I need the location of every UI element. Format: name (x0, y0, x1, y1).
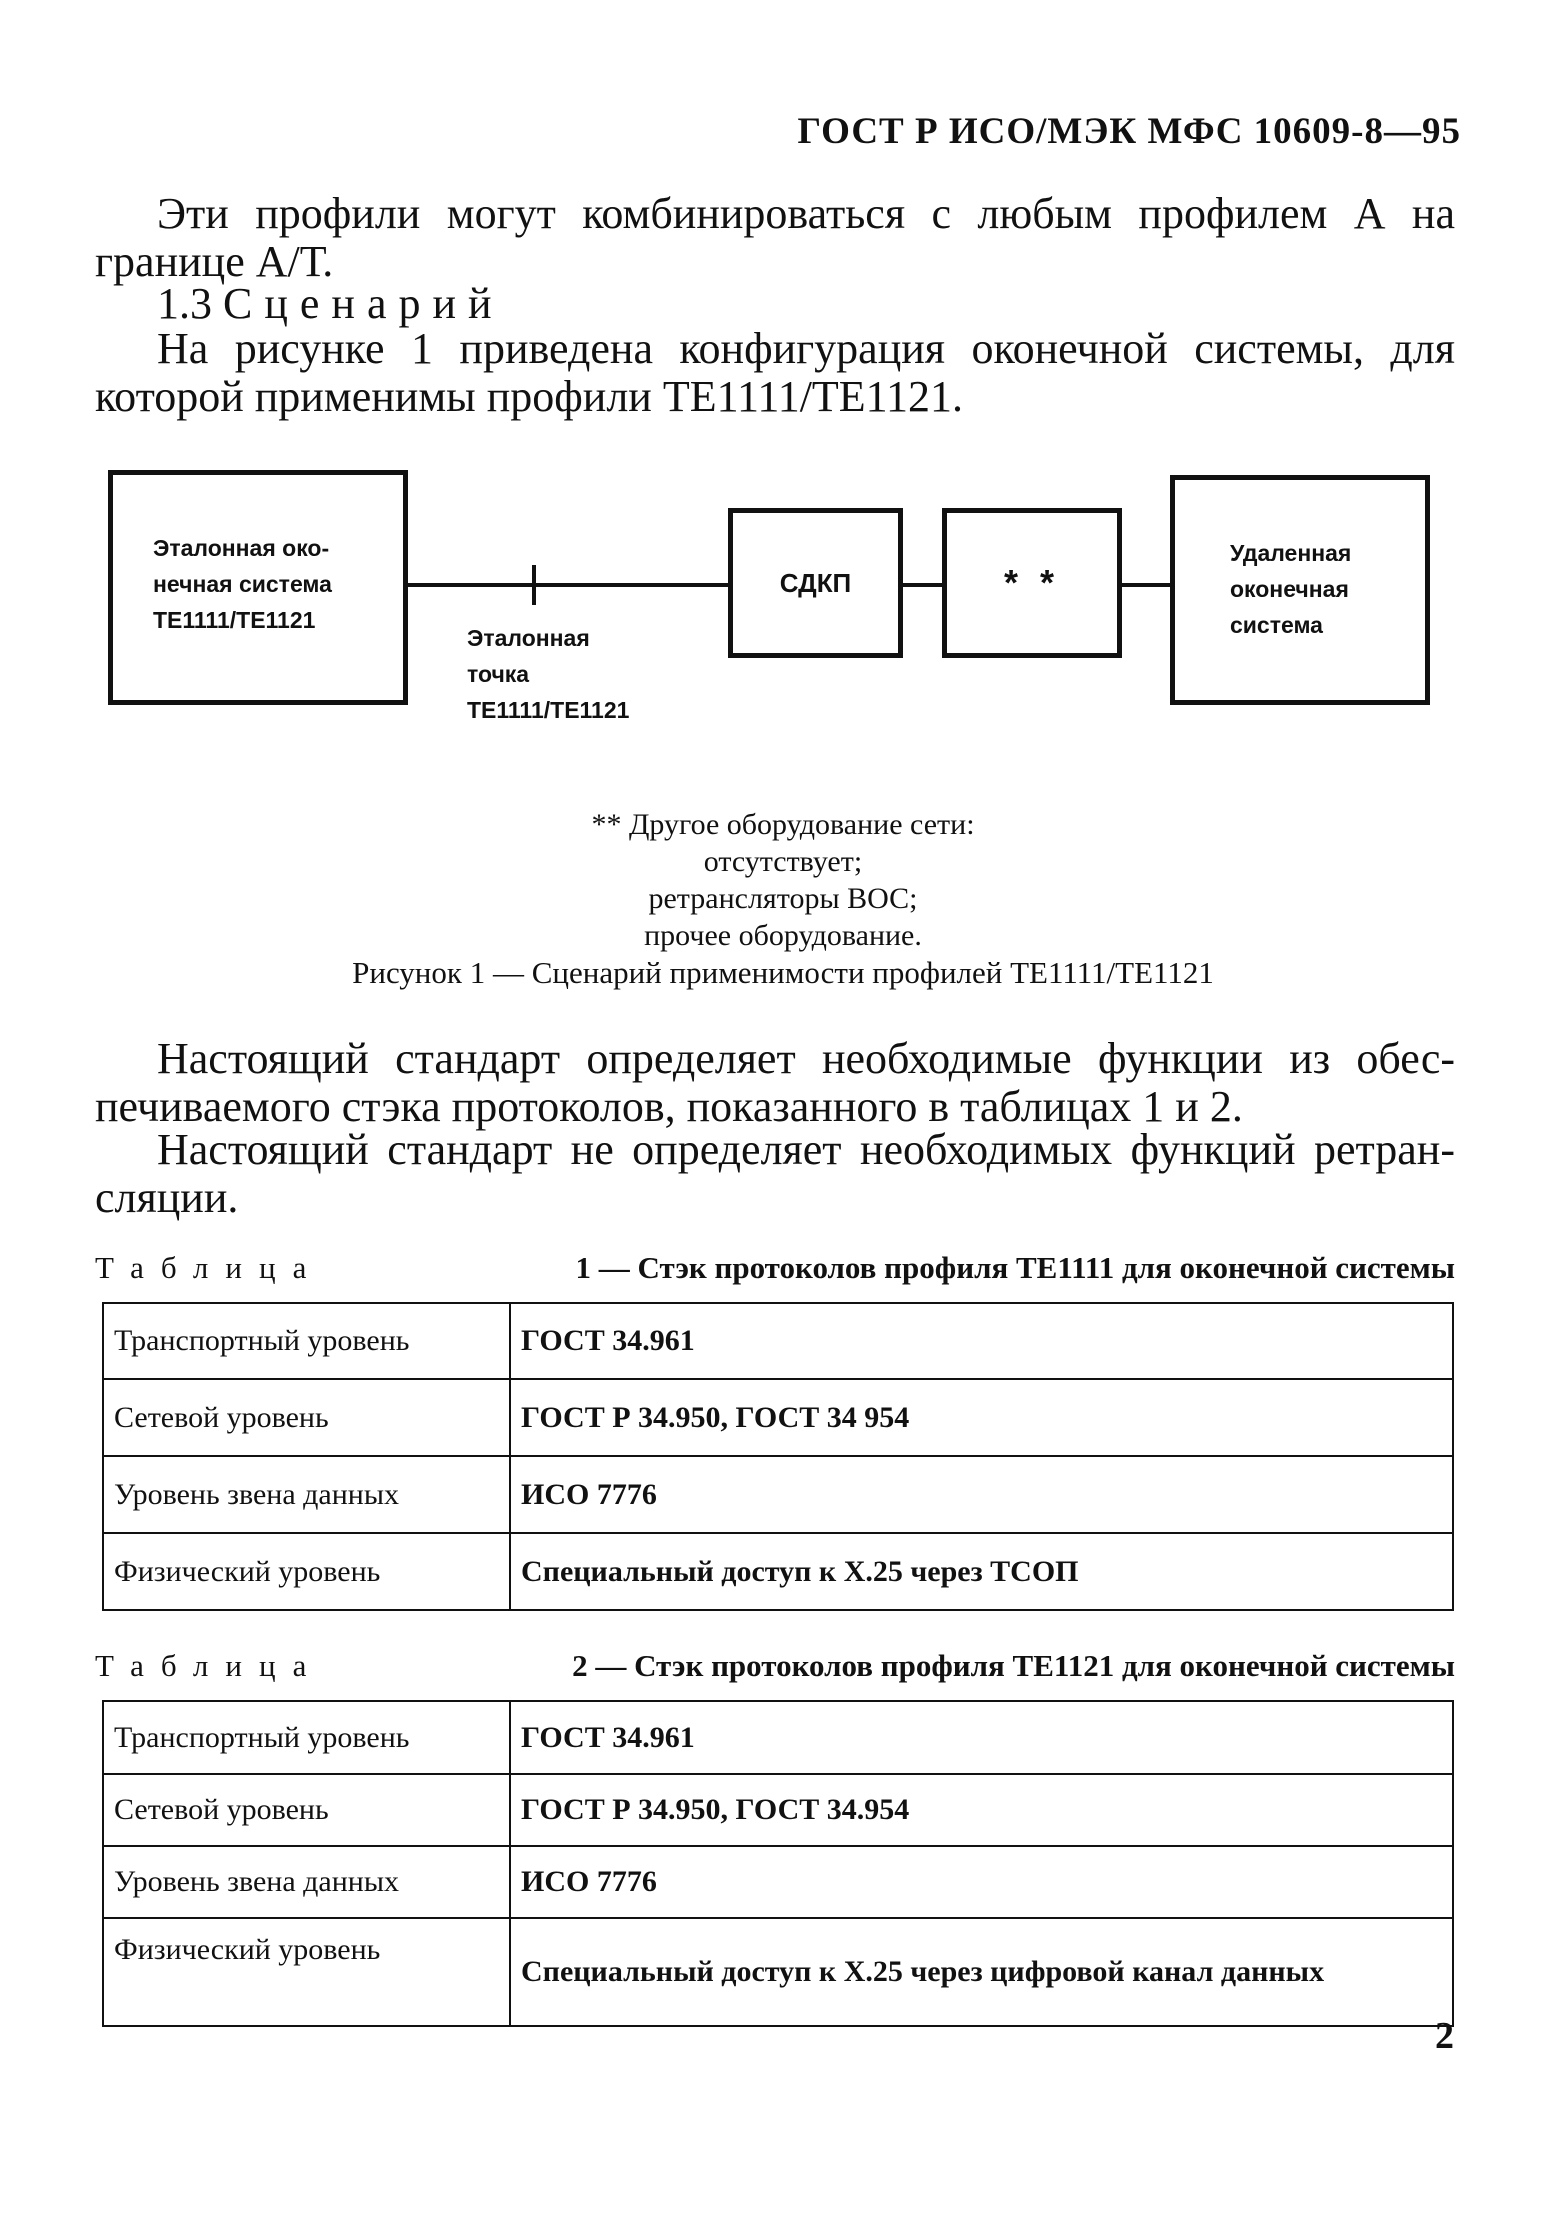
reference-end-system-box (108, 470, 408, 705)
remote-system-line-1: Удаленная (1230, 540, 1352, 566)
reference-end-system-label (153, 530, 332, 638)
figure-1-diagram (0, 0, 1566, 760)
figure-title: Рисунок 1 — Сценарий применимости профилей ТЕ1111/ТЕ1121 (352, 955, 1214, 990)
table-row (103, 1379, 1453, 1456)
table-cell: Транспортный уровень (103, 1303, 510, 1379)
intro-line-2: границе А/Т. (95, 237, 334, 286)
table-cell: ИСО 7776 (510, 1456, 1453, 1533)
intro-line-1: Эти профили могут комбинироваться с любым профилем А на (157, 189, 1455, 238)
connector-line-3 (1120, 583, 1173, 587)
table-1-caption-text: 1 — Стэк протоколов профиля ТЕ1111 для оконечной системы (575, 1250, 1455, 1285)
ref-point-line-3: ТЕ1111/ТЕ1121 (467, 697, 630, 723)
connector-line-2 (900, 583, 945, 587)
table-1 (102, 1302, 1454, 1611)
body-paragraph-2 (95, 1126, 1455, 1222)
table-cell: Специальный доступ к Х.25 через ТСОП (510, 1533, 1453, 1610)
ref-system-line-2: нечная система (153, 571, 332, 597)
table-cell: Транспортный уровень (103, 1701, 510, 1774)
table-cell: ГОСТ Р 34.950, ГОСТ 34 954 (510, 1379, 1453, 1456)
body-p2-line-2: сляции. (95, 1173, 239, 1222)
table-2-caption (95, 1648, 1455, 1684)
table-row (103, 1774, 1453, 1846)
table-row (103, 1456, 1453, 1533)
sdkp-box (728, 508, 903, 658)
table-cell: ГОСТ 34.961 (510, 1701, 1453, 1774)
section-number: 1.3 (157, 279, 212, 328)
body-paragraph-1 (95, 1035, 1455, 1131)
table-cell: Сетевой уровень (103, 1379, 510, 1456)
table-cell: Специальный доступ к Х.25 через цифровой канал данных (510, 1918, 1453, 2026)
scenario-line-2: которой применимы профили ТЕ1111/ТЕ1121. (95, 372, 964, 421)
page-number: 2 (1435, 2015, 1454, 2057)
remote-end-system-label (1230, 535, 1351, 643)
figure-note-line-4: прочее оборудование. (644, 919, 922, 952)
figure-note-line-1: ** Другое оборудование сети: (591, 808, 975, 841)
table-1-label: Таблица (95, 1250, 324, 1285)
table-row (103, 1701, 1453, 1774)
other-equipment-label: * * (1003, 562, 1061, 603)
table-2 (102, 1700, 1454, 2027)
table-row (103, 1918, 1453, 2026)
table-cell: Физический уровень (103, 1918, 510, 2026)
table-row (103, 1533, 1453, 1610)
figure-note-line-2: отсутствует; (703, 845, 863, 878)
table-cell: ГОСТ 34.961 (510, 1303, 1453, 1379)
ref-system-line-3: ТЕ1111/ТЕ1121 (153, 607, 316, 633)
table-2-caption-text: 2 — Стэк протоколов профиля ТЕ1121 для оконечной системы (572, 1648, 1455, 1683)
reference-point-label (467, 620, 629, 728)
table-cell: ИСО 7776 (510, 1846, 1453, 1918)
table-cell: Уровень звена данных (103, 1456, 510, 1533)
table-row (103, 1303, 1453, 1379)
document-header: ГОСТ Р ИСО/МЭК МФС 10609-8—95 (797, 111, 1461, 152)
ref-point-line-1: Эталонная (467, 625, 590, 651)
ref-point-line-2: точка (467, 661, 530, 687)
reference-point-tick (532, 565, 536, 605)
connector-line-1 (405, 583, 730, 587)
table-cell: ГОСТ Р 34.950, ГОСТ 34.954 (510, 1774, 1453, 1846)
table-1-caption (95, 1250, 1455, 1286)
body-p2-line-1: Настоящий стандарт не определяет необходимых функций ретран- (157, 1125, 1455, 1174)
table-cell: Сетевой уровень (103, 1774, 510, 1846)
table-cell: Уровень звена данных (103, 1846, 510, 1918)
remote-system-line-3: система (1230, 612, 1323, 638)
sdkp-label: СДКП (779, 568, 852, 598)
ref-system-line-1: Эталонная око- (153, 535, 330, 561)
table-cell: Физический уровень (103, 1533, 510, 1610)
body-p1-line-2: печиваемого стэка протоколов, показанного в таблицах 1 и 2. (95, 1082, 1243, 1131)
body-p1-line-1: Настоящий стандарт определяет необходимые функции из обес- (157, 1034, 1455, 1083)
table-row (103, 1846, 1453, 1918)
table-2-label: Таблица (95, 1648, 324, 1683)
figure-note-line-3: ретрансляторы ВОС; (648, 882, 918, 915)
section-title: Сценарий (223, 279, 504, 328)
remote-end-system-box (1170, 475, 1430, 705)
other-equipment-box (942, 508, 1122, 658)
scenario-line-1: На рисунке 1 приведена конфигурация оконечной системы, для (157, 324, 1455, 373)
remote-system-line-2: оконечная (1230, 576, 1349, 602)
figure-caption (0, 806, 1566, 991)
